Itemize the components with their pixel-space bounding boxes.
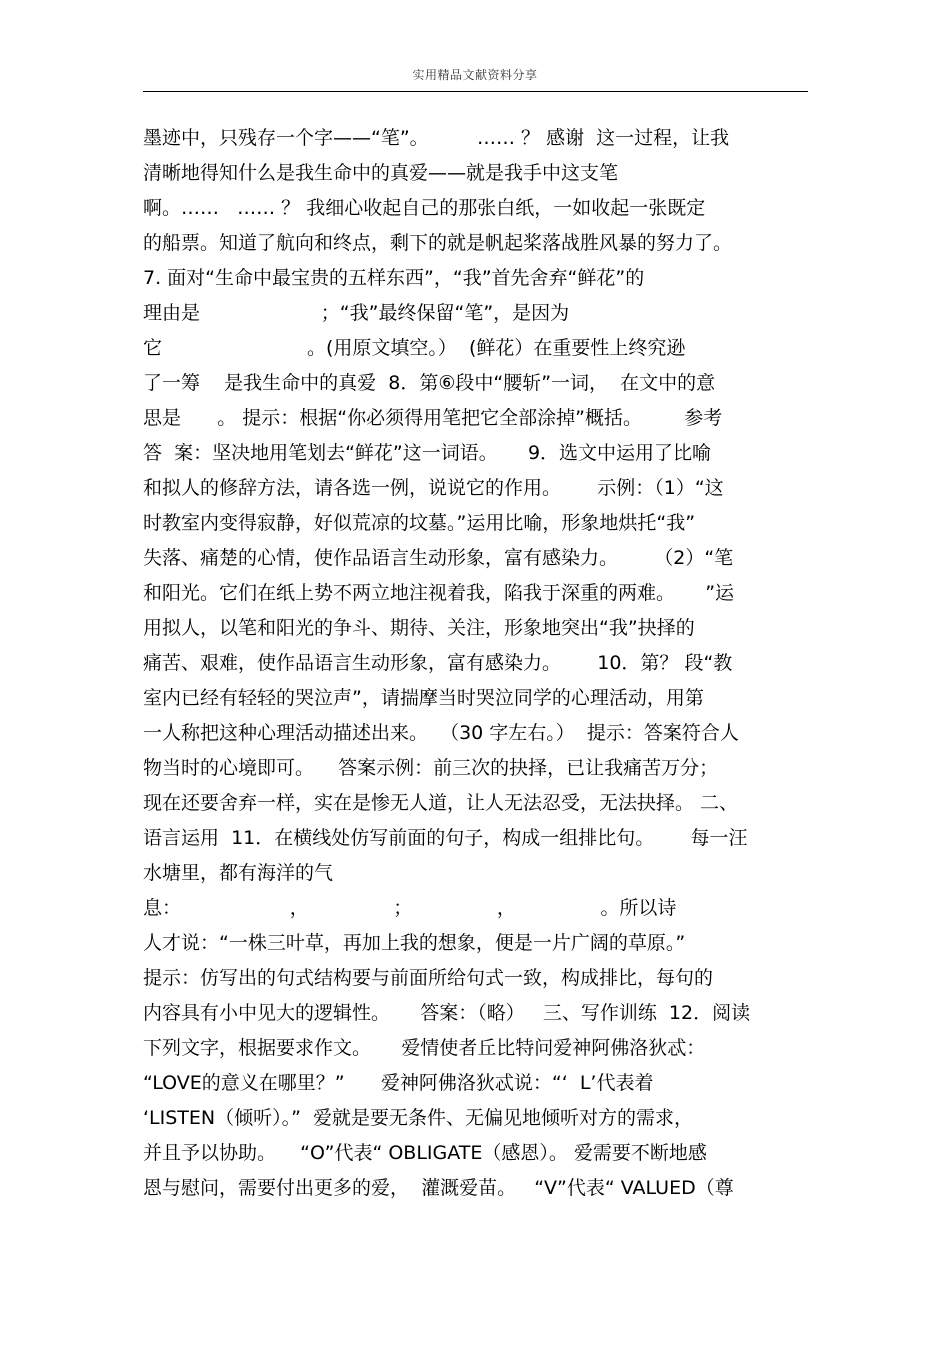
text-line: 现在还要舍弃一样，实在是惨无人道，让人无法忍受，无法抉择。 二、 [143,792,739,814]
text-line: 思是 。 提示：根据“你必须得用笔把它全部涂掉”概括。 参考 [143,407,723,429]
text-line: 人才说：“一株三叶草，再加上我的想象，便是一片广阔的草原。” [143,932,686,954]
text-line: ‘LISTEN（倾听）。” 爱就是要无条件、无偏见地倾听对方的需求， [143,1107,694,1129]
text-line: 痛苦、艰难，使作品语言生动形象，富有感染力。 10．第？ 段“教 [143,652,733,674]
text-line: 提示：仿写出的句式结构要与前面所给句式一致，构成排比，每句的 [143,967,714,989]
text-line: 7. 面对“生命中最宝贵的五样东西”，“我”首先舍弃“鲜花”的 [143,267,645,289]
text-line: 恩与慰问，需要付出更多的爱， 灌溉爱苗。 “V”代表“ VALUED（尊 [143,1177,734,1199]
text-line: 了一筹 是我生命中的真爱 8．第⑥段中“腰斩”一词， 在文中的意 [143,372,716,394]
text-line: 室内已经有轻轻的哭泣声”，请揣摩当时哭泣同学的心理活动，用第 [143,687,704,709]
text-line: 用拟人，以笔和阳光的争斗、期待、关注，形象地突出“我”抉择的 [143,617,695,639]
text-line: 并且予以协助。 “O”代表“ OBLIGATE（感恩）。 爱需要不断地感 [143,1142,707,1164]
text-line: “LOVE的意义在哪里？” 爱神阿佛洛狄忒说：“‘ L’代表着 [143,1072,654,1094]
text-line: 它 。(用原文填空。） (鲜花）在重要性上终究逊 [143,337,686,359]
text-line: 水塘里，都有海洋的气 [143,862,334,884]
text-line: 一人称把这种心理活动描述出来。 （30 字左右。） 提示：答案符合人 [143,722,739,744]
text-line: 内容具有小中见大的逻辑性。 答案：（略） 三、写作训练 12．阅读 [143,1002,751,1024]
text-line: 清晰地得知什么是我生命中的真爱——就是我手中这支笔 [143,162,619,184]
header-divider [143,91,808,92]
text-line: 下列文字，根据要求作文。 爱情使者丘比特问爱神阿佛洛狄忒： [143,1037,706,1059]
text-line: 的船票。知道了航向和终点，剩下的就是帆起桨落战胜风暴的努力了。 [143,232,733,254]
text-line: 时教室内变得寂静，好似荒凉的坟墓。”运用比喻，形象地烘托“我” [143,512,696,534]
text-line: 物当时的心境即可。 答案示例：前三次的抉择，已让我痛苦万分； [143,757,719,779]
text-line: 息： ， ； ， 。所以诗 [143,897,677,919]
text-line: 理由是 ；“我”最终保留“笔”，是因为 [143,302,570,324]
document-body [143,121,823,1206]
text-line: 啊。…… …… ？ 我细心收起自己的那张白纸，一如收起一张既定 [143,197,706,219]
text-line: 语言运用 11．在横线处仿写前面的句子，构成一组排比句。 每一汪 [143,827,748,849]
text-line: 和阳光。它们在纸上势不两立地注视着我，陷我于深重的两难。 ”运 [143,582,735,604]
text-line: 失落、痛楚的心情，使作品语言生动形象，富有感染力。 （2）“笔 [143,547,734,569]
text-line: 和拟人的修辞方法，请各选一例，说说它的作用。 示例：（1）“这 [143,477,724,499]
page-header: 实用精品文献资料分享 [412,68,538,82]
text-line: 墨迹中，只残存一个字——“笔”。 …… ？ 感谢 这一过程，让我 [143,127,730,149]
text-line: 答 案：坚决地用笔划去“鲜花”这一词语。 9．选文中运用了比喻 [143,442,712,464]
